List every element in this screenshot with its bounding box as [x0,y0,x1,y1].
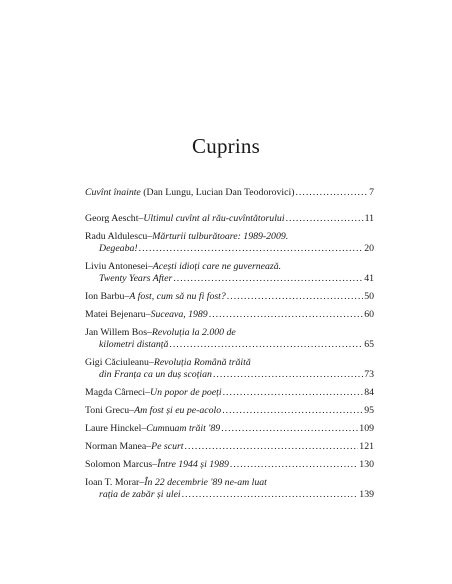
toc-separator: – [138,213,144,224]
toc-entry [85,459,374,471]
toc-entry-author: Radu Aldulescu [85,231,148,242]
toc-line [85,405,374,417]
leader-dots [295,187,368,199]
toc-page-number: 84 [364,387,374,398]
toc-separator: – [146,441,152,452]
toc-page-number: 7 [369,187,374,198]
toc-page-number: 50 [364,291,374,302]
toc-entry-author: Jan Willem Bos [85,327,148,338]
toc-entry [85,231,374,255]
toc-entry-title: Un popor de poeți [150,387,222,398]
toc-entry [85,441,374,453]
toc-entry-title: Revoluția la 2.000 de [151,327,236,338]
toc-line [85,357,374,369]
toc-entry-title: Suceava, 1989 [150,309,208,320]
toc-line [85,273,374,285]
toc-entry-author: Ioan T. Morar [85,477,140,488]
leader-dots [185,441,359,453]
toc-entry-note: (Dan Lungu, Lucian Dan Teodorovici) [143,187,295,198]
toc-separator: – [145,309,151,320]
toc-page-number: 109 [359,423,374,434]
toc-page-number: 20 [364,243,374,254]
toc-page-number: 73 [364,369,374,380]
toc-line [85,441,374,453]
toc-line [85,231,374,243]
toc-entry-title: Am fost și eu pe-acolo [134,405,222,416]
toc-entry-title: Acești idioți care ne guvernează. [152,261,282,272]
toc-entry [85,477,374,501]
toc-entry-author: Matei Bejenaru [85,309,146,320]
toc-line [85,291,374,303]
toc-line [85,309,374,321]
toc-entry [85,387,374,399]
toc-entry-title: Cum [146,423,165,434]
toc-line [85,187,374,199]
toc-page-number: 95 [364,405,374,416]
toc-line [85,327,374,339]
leader-dots [169,339,363,351]
toc-entry [85,291,374,303]
toc-entry-author: Toni Grecu [85,405,130,416]
toc-line [85,339,374,351]
toc-entry-title: Revoluția Română trăită [153,357,251,368]
leader-dots [223,387,364,399]
toc-entry-author: Norman Manea [85,441,147,452]
toc-entry-title-continued: Twenty Years After [99,273,173,284]
toc-separator: – [139,477,145,488]
toc-entry-title-end: am trăit '89 [174,423,221,434]
toc-entry-author: Solomon Marcus [85,459,153,470]
toc-page-number: 121 [359,441,374,452]
toc-line [85,387,374,399]
toc-entry-title: Mărturii tulburătoare: 1989-2009. [152,231,289,242]
toc-line [85,477,374,489]
toc-entry-title-continued: kilometri distanță [99,339,169,350]
toc-entry [85,261,374,285]
toc-entry-title: Pe scurt [151,441,184,452]
toc-entry [85,357,374,381]
toc-entry-author: Laure Hinckel [85,423,142,434]
leader-dots [173,273,363,285]
toc-entry-title: Ultimul cuvînt al rău-cuvîntătorului [143,213,285,224]
toc-entry [85,405,374,417]
toc-entry [85,327,374,351]
leader-dots [213,369,363,381]
toc-separator: – [147,231,153,242]
toc-entry-title-continued: Degeaba! [99,243,138,254]
toc-entry-title: Cuvînt înainte [85,187,141,198]
toc-entry-title: Între 1944 și 1989 [157,459,229,470]
toc-line [85,459,374,471]
toc-separator: – [124,291,130,302]
leader-dots [209,309,363,321]
toc-entry-author: Liviu Antonesei [85,261,148,272]
toc-entry-title: În 22 decembrie '89 ne-am luat [144,477,267,488]
toc-entry-author: Gigi Căciuleanu [85,357,149,368]
leader-dots [221,423,358,435]
page-title: Cuprins [192,134,260,158]
table-of-contents [85,187,374,507]
leader-dots [182,489,359,501]
leader-dots [139,243,364,255]
toc-page-number: 60 [364,309,374,320]
toc-line [85,369,374,381]
toc-separator: – [141,423,147,434]
toc-entry-author: Magda Cârneci [85,387,146,398]
toc-page-number: 41 [364,273,374,284]
toc-separator: – [148,357,154,368]
toc-line [85,261,374,273]
toc-entry [85,423,374,435]
toc-line [85,423,374,435]
toc-page-number: 139 [359,489,374,500]
leader-dots [227,291,363,303]
toc-page-number: 65 [364,339,374,350]
toc-separator: – [129,405,135,416]
toc-entry-title: A fost, cum să nu fi fost? [129,291,226,302]
toc-line [85,489,374,501]
toc-separator: – [147,261,153,272]
toc-line [85,243,374,255]
toc-entry-title-continued: rația de zabăr și ulei [99,489,181,500]
toc-entry-title-plain: nu [164,423,175,434]
toc-page-number: 130 [359,459,374,470]
toc-entry [85,187,374,199]
toc-entry [85,213,374,225]
toc-separator: – [152,459,158,470]
toc-line [85,213,374,225]
toc-separator: – [147,327,152,338]
toc-entry-title-continued: din Franța ca un duș scoțian [99,369,212,380]
toc-separator: – [145,387,151,398]
leader-dots [286,213,364,225]
toc-entry-author: Ion Barbu [85,291,125,302]
leader-dots [222,405,363,417]
toc-entry-author: Georg Aescht [85,213,139,224]
leader-dots [230,459,358,471]
toc-entry [85,309,374,321]
toc-page-number: 11 [364,213,374,224]
